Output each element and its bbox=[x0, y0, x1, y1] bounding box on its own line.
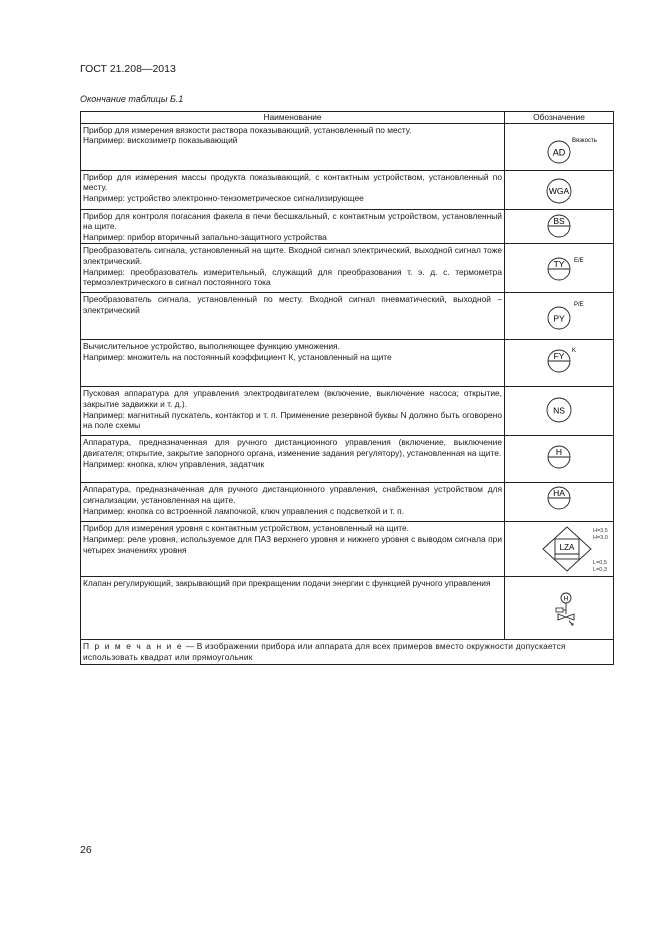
table-row bbox=[81, 123, 614, 170]
instrument-symbol bbox=[505, 293, 614, 340]
symbol-side-label: Вязкость bbox=[572, 137, 597, 144]
instrument-symbol bbox=[505, 387, 614, 436]
instrument-symbol bbox=[505, 483, 614, 522]
local-instrument-circle-icon bbox=[507, 388, 615, 434]
document-header: ГОСТ 21.208—2013 bbox=[80, 63, 176, 75]
row-description: Прибор для измерения массы продукта показывающий, с контактным устройством, установленный по месту. Например: устройство электронно-тензометрическое сигнализирующее bbox=[81, 170, 505, 209]
instrument-symbol bbox=[505, 209, 614, 244]
table-row bbox=[81, 387, 614, 436]
level-setpoint-label: H=3,5 bbox=[593, 528, 608, 535]
row-description: Клапан регулирующий, закрывающий при прекращении подачи энергии с функцией ручного управления bbox=[81, 577, 505, 640]
symbol-letters: H bbox=[563, 595, 569, 603]
symbol-side-label: K bbox=[572, 348, 577, 355]
panel-instrument-circle-icon bbox=[507, 245, 615, 291]
row-description: Преобразователь сигнала, установленный по месту. Входной сигнал пневматический, выходной – электрический bbox=[81, 293, 505, 340]
local-instrument-circle-icon bbox=[507, 125, 615, 169]
level-switch-diamond-icon bbox=[507, 523, 615, 575]
table-row bbox=[81, 483, 614, 522]
note-text: — В изображении прибора или аппарата для всех примеров вместо окружности допускается использовать квадрат или прямоугольник bbox=[83, 641, 566, 662]
instrument-symbol bbox=[505, 436, 614, 483]
symbol-letters: NS bbox=[553, 405, 565, 416]
level-setpoint-label: L=0,3 bbox=[593, 567, 607, 574]
row-description: Пусковая аппаратура для управления электродвигателем (включение, выключение насоса; открытие, закрытие задвижки и т. д.). Например: магнитный пускатель, контактор и т. п. Применение резервной буквы N должно быть оговорено на поле схемы bbox=[81, 387, 505, 436]
instrument-symbol bbox=[505, 577, 614, 640]
symbol-letters: FY bbox=[553, 351, 565, 362]
instrument-symbol bbox=[505, 170, 614, 209]
symbol-letters: H bbox=[555, 447, 563, 458]
local-instrument-circle-icon bbox=[507, 294, 615, 338]
instrument-symbol bbox=[505, 522, 614, 577]
table-note bbox=[81, 640, 614, 664]
level-setpoint-label: L=0,5 bbox=[593, 560, 607, 567]
table-row bbox=[81, 244, 614, 293]
control-valve-icon bbox=[507, 578, 615, 638]
symbol-letters: TY bbox=[553, 259, 565, 270]
table-caption: Окончание таблицы Б.1 bbox=[80, 94, 184, 104]
symbol-letters: HA bbox=[553, 488, 565, 499]
row-description: Прибор для измерения уровня с контактным устройством, установленный на щите. Например: реле уровня, используемое для ПАЗ верхнего уровня и нижнего уровня с выводом сигнала при четырех значениях уровня bbox=[81, 522, 505, 577]
table-row bbox=[81, 340, 614, 387]
symbol-side-label: E/E bbox=[574, 258, 584, 265]
table-row bbox=[81, 293, 614, 340]
row-description: Прибор для контроля погасания факела в печи бесшкальный, с контактным устройством, установленный на щите. Например: прибор вторичный запально-защитного устройства bbox=[81, 209, 505, 244]
table-row bbox=[81, 522, 614, 577]
designations-table bbox=[80, 111, 614, 665]
table-row bbox=[81, 170, 614, 209]
table-note-row bbox=[81, 640, 614, 664]
instrument-symbol bbox=[505, 340, 614, 387]
instrument-symbol bbox=[505, 123, 614, 170]
row-description: Вычислительное устройство, выполняющее функцию умножения. Например: множитель на постоянный коэффициент К, установленный на щите bbox=[81, 340, 505, 387]
page-number: 26 bbox=[80, 844, 92, 856]
row-description: Преобразователь сигнала, установленный на щите. Входной сигнал электрический, выходной сигнал тоже электрический. Например: преобразователь измерительный, служащий для преобразования т. э. д. с. термометра термоэлектрического в сигнал постоянного тока bbox=[81, 244, 505, 293]
column-header-symbol: Обозначение bbox=[505, 112, 614, 124]
note-label: П р и м е ч а н и е bbox=[83, 641, 184, 652]
instrument-symbol bbox=[505, 244, 614, 293]
table-row bbox=[81, 577, 614, 640]
table-row bbox=[81, 436, 614, 483]
row-description: Аппаратура, предназначенная для ручного дистанционного управления (включение, выключение двигателя; открытие, закрытие запорного органа, изменение задания регулятору), установленная на щите. Например: кнопка, ключ управления, задатчик bbox=[81, 436, 505, 483]
level-setpoint-label: H=3,0 bbox=[593, 535, 608, 542]
table-header-row bbox=[81, 112, 614, 124]
symbol-letters: PY bbox=[553, 313, 565, 324]
panel-instrument-circle-icon bbox=[507, 211, 615, 241]
symbol-letters: LZA bbox=[559, 543, 575, 553]
column-header-name: Наименование bbox=[81, 112, 505, 124]
symbol-letters: BS bbox=[553, 215, 565, 226]
panel-instrument-circle-icon bbox=[507, 341, 615, 385]
row-description: Аппаратура, предназначенная для ручного дистанционного управления, снабженная устройством для сигнализации, установленная на щите. Например: кнопка со встроенной лампочкой, ключ управления с подсветкой и т. п. bbox=[81, 483, 505, 522]
panel-instrument-circle-icon bbox=[507, 437, 615, 481]
symbol-letters: AD bbox=[552, 147, 566, 158]
table-row bbox=[81, 209, 614, 244]
row-description: Прибор для измерения вязкости раствора показывающий, установленный по месту. Например: вискозиметр показывающий bbox=[81, 123, 505, 170]
symbol-side-label: P/E bbox=[574, 302, 584, 309]
local-instrument-circle-icon bbox=[507, 172, 615, 208]
symbol-letters: WGA bbox=[548, 185, 570, 196]
panel-instrument-circle-icon bbox=[507, 484, 615, 520]
